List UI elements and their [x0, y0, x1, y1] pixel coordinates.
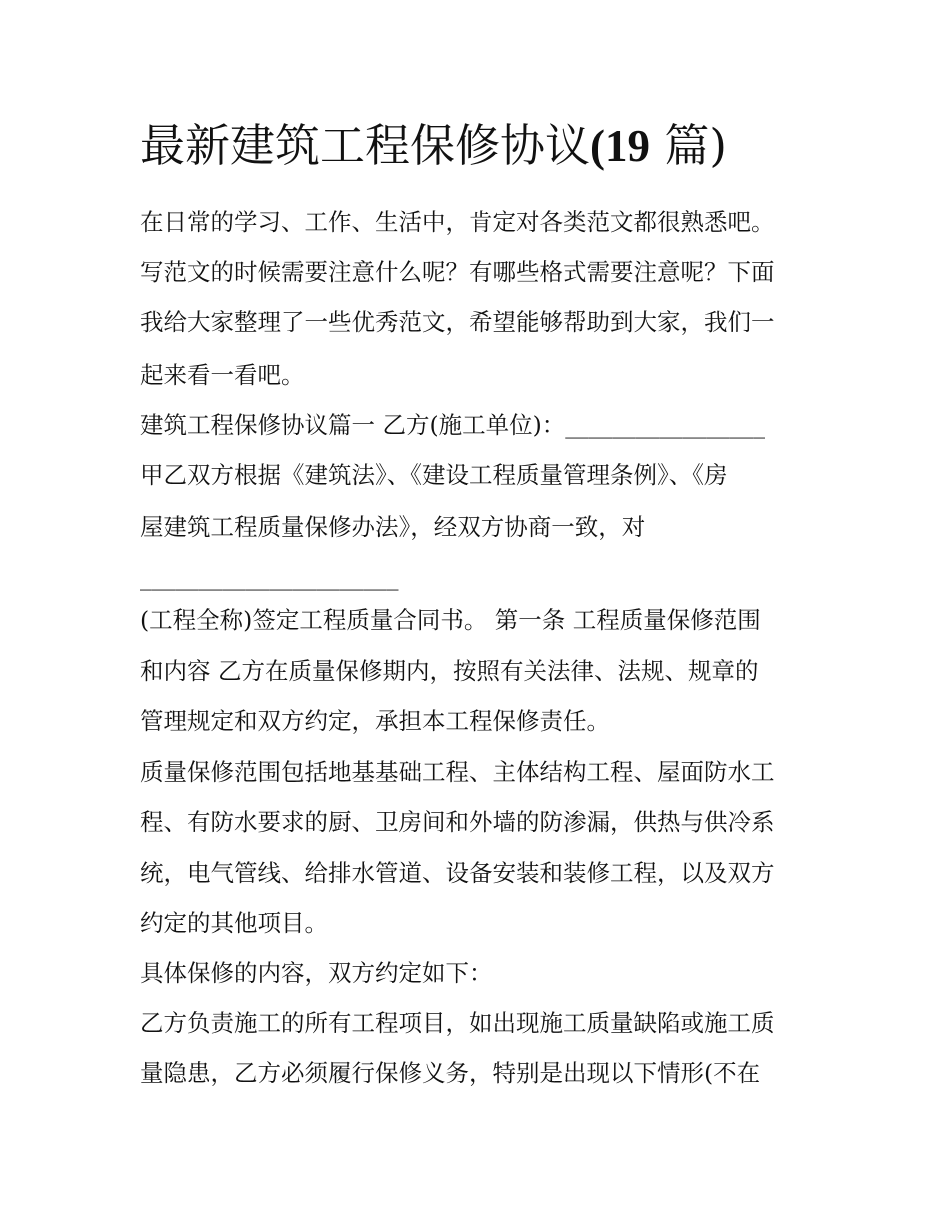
text-line-16: 具体保修的内容，双方约定如下：	[140, 959, 493, 987]
text-line-6: 甲乙双方根据《建筑法》、《建设工程质量管理条例》、《房	[140, 461, 728, 489]
text-line-4: 起来看一看吧。	[140, 361, 305, 389]
text-line-3: 我给大家整理了一些优秀范文，希望能够帮助到大家，我们一	[140, 308, 775, 336]
text-line-11: 管理规定和双方约定，承担本工程保修责任。	[140, 707, 610, 735]
text-line-5: 建筑工程保修协议篇一 乙方(施工单位)：_________________	[140, 411, 766, 439]
text-line-12: 质量保修范围包括地基基础工程、主体结构工程、屋面防水工	[140, 758, 775, 786]
title-count: (19	[590, 121, 651, 171]
text-line-10: 和内容 乙方在质量保修期内，按照有关法律、法规、规章的	[140, 657, 759, 685]
title-tail: 篇)	[650, 119, 727, 172]
text-line-1: 在日常的学习、工作、生活中，肯定对各类范文都很熟悉吧。	[140, 208, 775, 236]
text-line-9: (工程全称)签定工程质量合同书。 第一条 工程质量保修范围	[140, 606, 761, 634]
text-line-18: 量隐患，乙方必须履行保修义务，特别是出现以下情形(不在	[140, 1059, 761, 1087]
text-line-17: 乙方负责施工的所有工程项目，如出现施工质量缺陷或施工质	[140, 1009, 775, 1037]
text-line-2: 写范文的时候需要注意什么呢？有哪些格式需要注意呢？下面	[140, 258, 775, 286]
text-line-7: 屋建筑工程质量保修办法》，经双方协商一致，对	[140, 513, 646, 541]
text-line-8: ______________________	[140, 563, 399, 591]
text-line-14: 统，电气管线、给排水管道、设备安装和装修工程，以及双方	[140, 859, 775, 887]
document-title	[140, 114, 840, 178]
text-line-13: 程、有防水要求的厨、卫房间和外墙的防渗漏，供热与供冷系	[140, 808, 775, 836]
text-line-15: 约定的其他项目。	[140, 909, 328, 937]
title-main: 最新建筑工程保修协议	[140, 119, 591, 172]
